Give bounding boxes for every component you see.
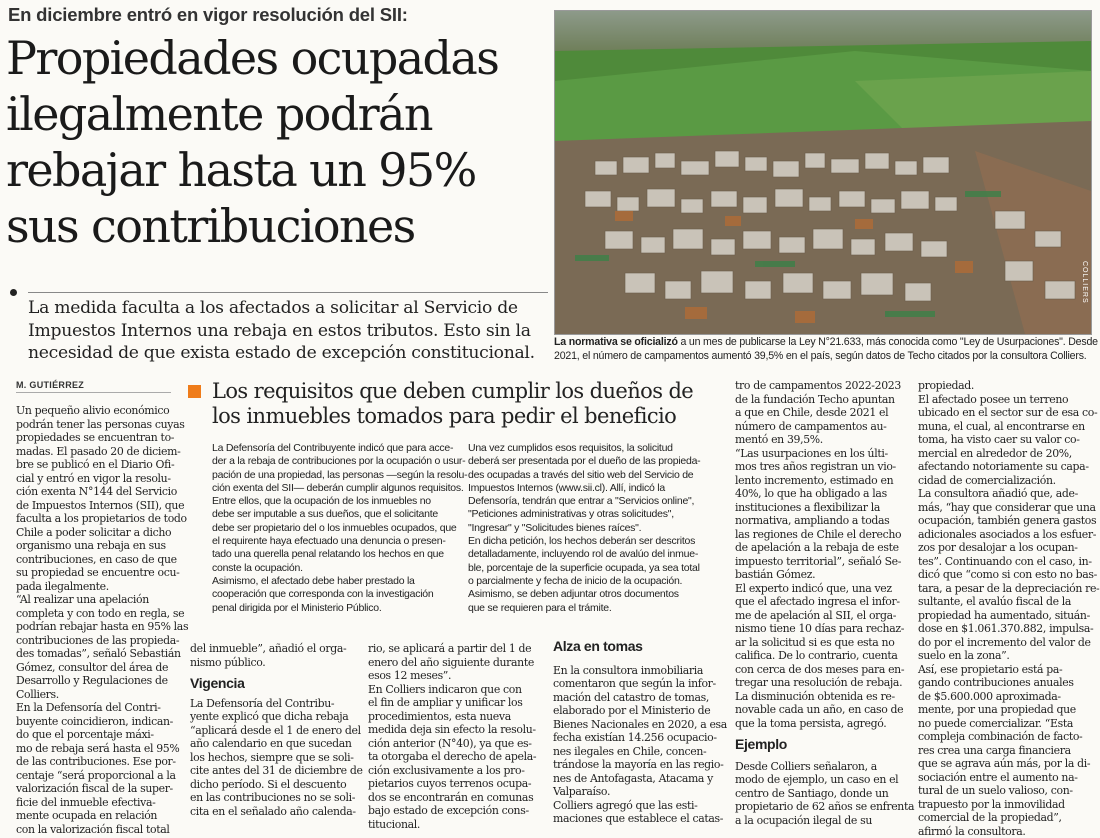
text-line: podrían rebajar hasta en 95% las: [16, 620, 178, 634]
deck: [28, 297, 548, 365]
text-line: des ocupadas a través del sitio web del Servicio de: [468, 469, 716, 482]
byline: M. GUTIÉRREZ: [16, 380, 84, 390]
text-line: ar la solicitud si es que esta no: [735, 636, 910, 650]
text-line: contribuciones, en caso de que: [16, 553, 178, 567]
text-line: "Peticiones administrativas y otras solicitudes",: [468, 508, 716, 521]
text-line: ficie del inmueble efectiva-: [16, 796, 178, 810]
text-line: afirmó la consultora.: [918, 825, 1096, 838]
deck-bullet: [10, 289, 17, 296]
text-line: titucional.: [368, 818, 540, 832]
text-line: tes”. Continuando con el caso, in-: [918, 555, 1096, 569]
text-line: ción exclusivamente a los pro-: [368, 764, 540, 778]
text-line: cita en el señalado año calenda-: [190, 805, 360, 819]
text-line: dicó que “como si con esto no bas-: [918, 568, 1096, 582]
text-line: enero del año siguiente durante: [368, 656, 540, 670]
text-line: año calendario en que sucedan: [190, 737, 360, 751]
text-line: En dicha petición, los hechos deberán ser descritos: [468, 535, 716, 548]
text-line: pación de una propiedad, las personas —según la resolu-: [212, 469, 460, 482]
text-line: esos 12 meses”.: [368, 669, 540, 683]
text-line: del inmueble”, añadió el orga-: [190, 642, 360, 656]
photo-illustration: [555, 11, 1091, 334]
text-line: Desde Colliers señalaron, a: [735, 760, 910, 774]
text-line: La Defensoría del Contribuyente indicó que para acce-: [212, 442, 460, 455]
text-line: completa y con todo en regla, se: [16, 607, 178, 621]
text-line: madas. El pasado 20 de diciem-: [16, 445, 178, 459]
text-line: no puede comercializar. “Esta: [918, 717, 1096, 731]
subhead-alza-en-tomas: Alza en tomas: [553, 640, 723, 654]
box-column-2: [468, 442, 716, 615]
caption-line: [554, 336, 1090, 350]
text-line: que la toma persista, agregó.: [735, 717, 910, 731]
text-line: zos por desalojar a los ocupan-: [918, 541, 1096, 555]
text-line: procedimientos, esta nueva: [368, 710, 540, 724]
aerial-photo: [554, 10, 1092, 335]
text-line: der a la rebaja de contribuciones por la ocupación o usur-: [212, 455, 460, 468]
text-line: me de apelación al SII, el orga-: [735, 609, 910, 623]
text-line: nismo público.: [190, 656, 360, 670]
deck-rule: [28, 292, 548, 293]
text-line: mo de rebaja será hasta el 95%: [16, 742, 178, 756]
headline-line: sus contribuciones: [6, 198, 551, 254]
text-line: nes de Antofagasta, Atacama y: [553, 772, 723, 786]
text-line: Chile a poder solicitar a dicho: [16, 526, 178, 540]
caption-text: a un mes de publicarse la Ley N°21.633, más conocida como "Ley de Usurpaciones". Desde: [678, 336, 1098, 348]
text-line: instituciones a flexibilizar la: [735, 501, 910, 515]
text-line: ta otorgaba el derecho de apela-: [368, 750, 540, 764]
box-title-line: Los requisitos que deben cumplir los dueños de: [212, 379, 722, 404]
text-line: El afectado posee un terreno: [918, 393, 1096, 407]
text-line: En Colliers indicaron que con: [368, 683, 540, 697]
text-line: ble, porcentaje de la superficie ocupada, ya sea total: [468, 562, 716, 575]
article-column-5: [735, 379, 910, 827]
text-line: dos se encontrarán en comunas: [368, 791, 540, 805]
text-line: bastián Gómez.: [735, 568, 910, 582]
text-line: sultante, el avalúo fiscal de la: [918, 595, 1096, 609]
text-line: mente, por una propiedad que: [918, 703, 1096, 717]
caption-lead: La normativa se oficializó: [554, 336, 678, 348]
text-line: adicionales asociados a los esfuer-: [918, 528, 1096, 542]
text-line: a que en Chile, desde 2021 el: [735, 406, 910, 420]
text-line: “Al realizar una apelación: [16, 593, 178, 607]
text-line: fecha existían 14.256 ocupacio-: [553, 731, 723, 745]
article-column-2: [190, 642, 360, 818]
text-line: medida deja sin efecto la resolu-: [368, 723, 540, 737]
headline-line: rebajar hasta un 95%: [6, 142, 551, 198]
subhead-vigencia: Vigencia: [190, 677, 360, 691]
text-line: el requirente haya efectuado una denuncia o presen-: [212, 535, 460, 548]
box-title: [212, 379, 722, 429]
box-square-icon: [188, 385, 201, 398]
text-line: centaje “será proporcional a la: [16, 769, 178, 783]
text-line: 40%, lo que ha obligado a las: [735, 487, 910, 501]
text-line: Colliers.: [16, 688, 178, 702]
text-line: penal dirigida por el Ministerio Público.: [212, 602, 460, 615]
text-line: La disminución obtenida es re-: [735, 690, 910, 704]
text-line: o parcialmente y fecha de inicio de la ocupación.: [468, 575, 716, 588]
text-line: ción anterior (N°40), ya que es-: [368, 737, 540, 751]
text-line: Bienes Nacionales en 2020, a esa: [553, 718, 723, 732]
column-4-body: [553, 664, 723, 826]
text-line: dose en $1.061.370.882, impulsa-: [918, 622, 1096, 636]
headline-line: Propiedades ocupadas: [6, 30, 551, 86]
text-line: mercial en alrededor de 20%,: [918, 447, 1096, 461]
text-line: de la fundación Techo apuntan: [735, 393, 910, 407]
text-line: de Impuestos Internos (SII), que: [16, 499, 178, 513]
text-line: lento incremento, estimado en: [735, 474, 910, 488]
text-line: las regiones de Chile el derecho: [735, 528, 910, 542]
text-line: trándose la mayoría en las regio-: [553, 758, 723, 772]
text-line: Entre ellos, que la ocupación de los inmuebles no: [212, 495, 460, 508]
text-line: elaborado por el Ministerio de: [553, 704, 723, 718]
text-line: pada ilegalmente.: [16, 580, 178, 594]
text-line: debe ser imputable a sus dueños, que el solicitante: [212, 508, 460, 521]
column-2-intro: [190, 642, 360, 669]
text-line: des tomadas”, señaló Sebastián: [16, 647, 178, 661]
text-line: buyente coincidieron, indican-: [16, 715, 178, 729]
box-column-1: [212, 442, 460, 615]
article-column-6: [918, 379, 1096, 838]
kicker: En diciembre entró en vigor resolución del SII:: [8, 4, 548, 26]
text-line: nismo tiene 10 días para rechaz-: [735, 622, 910, 636]
byline-rule: [16, 392, 171, 393]
text-line: faculta a los propietarios de todo: [16, 512, 178, 526]
text-line: mentó en 39,5%.: [735, 433, 910, 447]
text-line: sociación entre el aumento na-: [918, 771, 1096, 785]
text-line: con cerca de dos meses para en-: [735, 663, 910, 677]
text-line: "Ingresar" y "Solicitudes bienes raíces".: [468, 522, 716, 535]
photo-credit: COLLIERS: [1081, 261, 1088, 304]
subhead-ejemplo: Ejemplo: [735, 738, 910, 752]
text-line: afectando notoriamente su capa-: [918, 460, 1096, 474]
text-line: toma, ha visto caer su valor co-: [918, 433, 1096, 447]
text-line: propiedades se encuentran to-: [16, 431, 178, 445]
text-line: el fin de ampliar y unificar los: [368, 696, 540, 710]
text-line: do por el incremento del valor de: [918, 636, 1096, 650]
text-line: ción exenta del SII— deberán cumplir algunos requisitos.: [212, 482, 460, 495]
text-line: do que el porcentaje máxi-: [16, 728, 178, 742]
text-line: número de campamentos au-: [735, 420, 910, 434]
text-line: que se requieren para el trámite.: [468, 602, 716, 615]
article-column-1: [16, 404, 178, 836]
text-line: Asimismo, se deben adjuntar otros documentos: [468, 588, 716, 601]
text-line: tara, a pesar de la depreciación re-: [918, 582, 1096, 596]
text-line: maciones que establece el catas-: [553, 812, 723, 826]
text-line: Desarrollo y Regulaciones de: [16, 674, 178, 688]
text-line: res crea una carga financiera: [918, 744, 1096, 758]
text-line: impuesto territorial”, señaló Se-: [735, 555, 910, 569]
text-line: tro de campamentos 2022-2023: [735, 379, 910, 393]
text-line: ubicado en el sector sur de esa co-: [918, 406, 1096, 420]
text-line: Colliers agregó que las esti-: [553, 799, 723, 813]
text-line: comentaron que según la infor-: [553, 677, 723, 691]
text-line: dicho período. Si el descuento: [190, 778, 360, 792]
text-line: novable cada un año, en caso de: [735, 703, 910, 717]
text-line: debe ser propietario del o los inmuebles ocupados, que: [212, 522, 460, 535]
text-line: cite antes del 31 de diciembre de: [190, 764, 360, 778]
text-line: modo de ejemplo, un caso en el: [735, 773, 910, 787]
text-line: de las contribuciones. Ese por-: [16, 755, 178, 769]
text-line: ocupación, también genera gastos: [918, 514, 1096, 528]
text-line: bre se publicó en el Diario Ofi-: [16, 458, 178, 472]
text-line: propiedad.: [918, 379, 1096, 393]
text-line: cooperación que corresponda con la investigación: [212, 588, 460, 601]
headline-line: ilegalmente podrán: [6, 86, 551, 142]
text-line: en las contribuciones no se soli-: [190, 791, 360, 805]
text-line: los hechos, siempre que se soli-: [190, 751, 360, 765]
caption-line: 2021, el número de campamentos aumentó 39,5% en el país, según datos de Techo citados por la consultora Colliers.: [554, 350, 1090, 364]
text-line: pietarios cuyos terrenos ocupa-: [368, 777, 540, 791]
text-line: “Las usurpaciones en los últi-: [735, 447, 910, 461]
text-line: Valparaíso.: [553, 785, 723, 799]
text-line: gando contribuciones anuales: [918, 676, 1096, 690]
photo-caption: [554, 336, 1090, 363]
text-line: normativa, ampliando a todas: [735, 514, 910, 528]
text-line: de $5.600.000 aproximada-: [918, 690, 1096, 704]
text-line: nes ilegales en Chile, concen-: [553, 745, 723, 759]
deck-line: La medida faculta a los afectados a solicitar al Servicio de: [28, 297, 548, 320]
text-line: muna, el cual, al encontrarse en: [918, 420, 1096, 434]
text-line: tregar una resolución de rebaja.: [735, 676, 910, 690]
text-line: su propiedad se encuentre ocu-: [16, 566, 178, 580]
text-line: detalladamente, incluyendo rol de avalúo del inmue-: [468, 548, 716, 561]
text-line: En la Defensoría del Contri-: [16, 701, 178, 715]
text-line: rio, se aplicará a partir del 1 de: [368, 642, 540, 656]
text-line: mación del catastro de tomas,: [553, 691, 723, 705]
box-title-line: los inmuebles tomados para pedir el beneficio: [212, 404, 722, 429]
text-line: valorización fiscal de la super-: [16, 782, 178, 796]
text-line: centro de Santiago, donde un: [735, 787, 910, 801]
text-line: Un pequeño alivio económico: [16, 404, 178, 418]
text-line: La Defensoría del Contribu-: [190, 697, 360, 711]
deck-line: Impuestos Internos una rebaja en estos tributos. Esto sin la: [28, 320, 548, 343]
text-line: tural de un suelo valioso, con-: [918, 784, 1096, 798]
text-line: cial y entró en vigor la resolu-: [16, 472, 178, 486]
text-line: ción exenta N°144 del Servicio: [16, 485, 178, 499]
text-line: organismo una rebaja en sus: [16, 539, 178, 553]
text-line: yente explicó que dicha rebaja: [190, 710, 360, 724]
text-line: podrán tener las personas cuyas: [16, 418, 178, 432]
text-line: Asimismo, el afectado debe haber prestado la: [212, 575, 460, 588]
text-line: conste la ocupación.: [212, 562, 460, 575]
text-line: contribuciones de las propieda-: [16, 634, 178, 648]
column-5-body: [735, 379, 910, 730]
column-5-example: [735, 760, 910, 828]
text-line: Una vez cumplidos esos requisitos, la solicitud: [468, 442, 716, 455]
text-line: “aplicará desde el 1 de enero del: [190, 724, 360, 738]
article-column-4: [553, 640, 723, 826]
text-line: Así, ese propietario está pa-: [918, 663, 1096, 677]
text-line: cidad de comercialización.: [918, 474, 1096, 488]
text-line: compleja combinación de facto-: [918, 730, 1096, 744]
text-line: que el afectado ingresa el infor-: [735, 595, 910, 609]
text-line: comercial de la propiedad”,: [918, 811, 1096, 825]
headline: [6, 30, 551, 254]
deck-line: necesidad de que exista estado de excepción constitucional.: [28, 342, 548, 365]
text-line: a la ocupación ilegal de su: [735, 814, 910, 828]
text-line: El experto indicó que, una vez: [735, 582, 910, 596]
text-line: con la valorización fiscal total: [16, 823, 178, 837]
text-line: bajo estado de excepción cons-: [368, 804, 540, 818]
text-line: deberá ser presentada por el dueño de las propieda-: [468, 455, 716, 468]
text-line: Defensoría, tendrán que entrar a "Servicios online",: [468, 495, 716, 508]
text-line: tado una querella penal relatando los hechos en que: [212, 548, 460, 561]
column-2-body: [190, 697, 360, 819]
text-line: La consultora añadió que, ade-: [918, 487, 1096, 501]
text-line: propiedad ha aumentado, situán-: [918, 609, 1096, 623]
article-column-3: [368, 642, 540, 831]
text-line: califica. De lo contrario, cuenta: [735, 649, 910, 663]
text-line: más, “hay que considerar que una: [918, 501, 1096, 515]
text-line: propietario de 62 años se enfrenta: [735, 800, 910, 814]
text-line: mos tres años registran un vio-: [735, 460, 910, 474]
text-line: que se agrava aún más, por la di-: [918, 757, 1096, 771]
text-line: suelo en la zona”.: [918, 649, 1096, 663]
text-line: mente ocupada en relación: [16, 809, 178, 823]
text-line: En la consultora inmobiliaria: [553, 664, 723, 678]
text-line: de apelación a la rebaja de este: [735, 541, 910, 555]
text-line: trapuesto por la inmovilidad: [918, 798, 1096, 812]
text-line: Gómez, consultor del área de: [16, 661, 178, 675]
text-line: Impuestos Internos (www.sii.cl). Allí, indicó la: [468, 482, 716, 495]
